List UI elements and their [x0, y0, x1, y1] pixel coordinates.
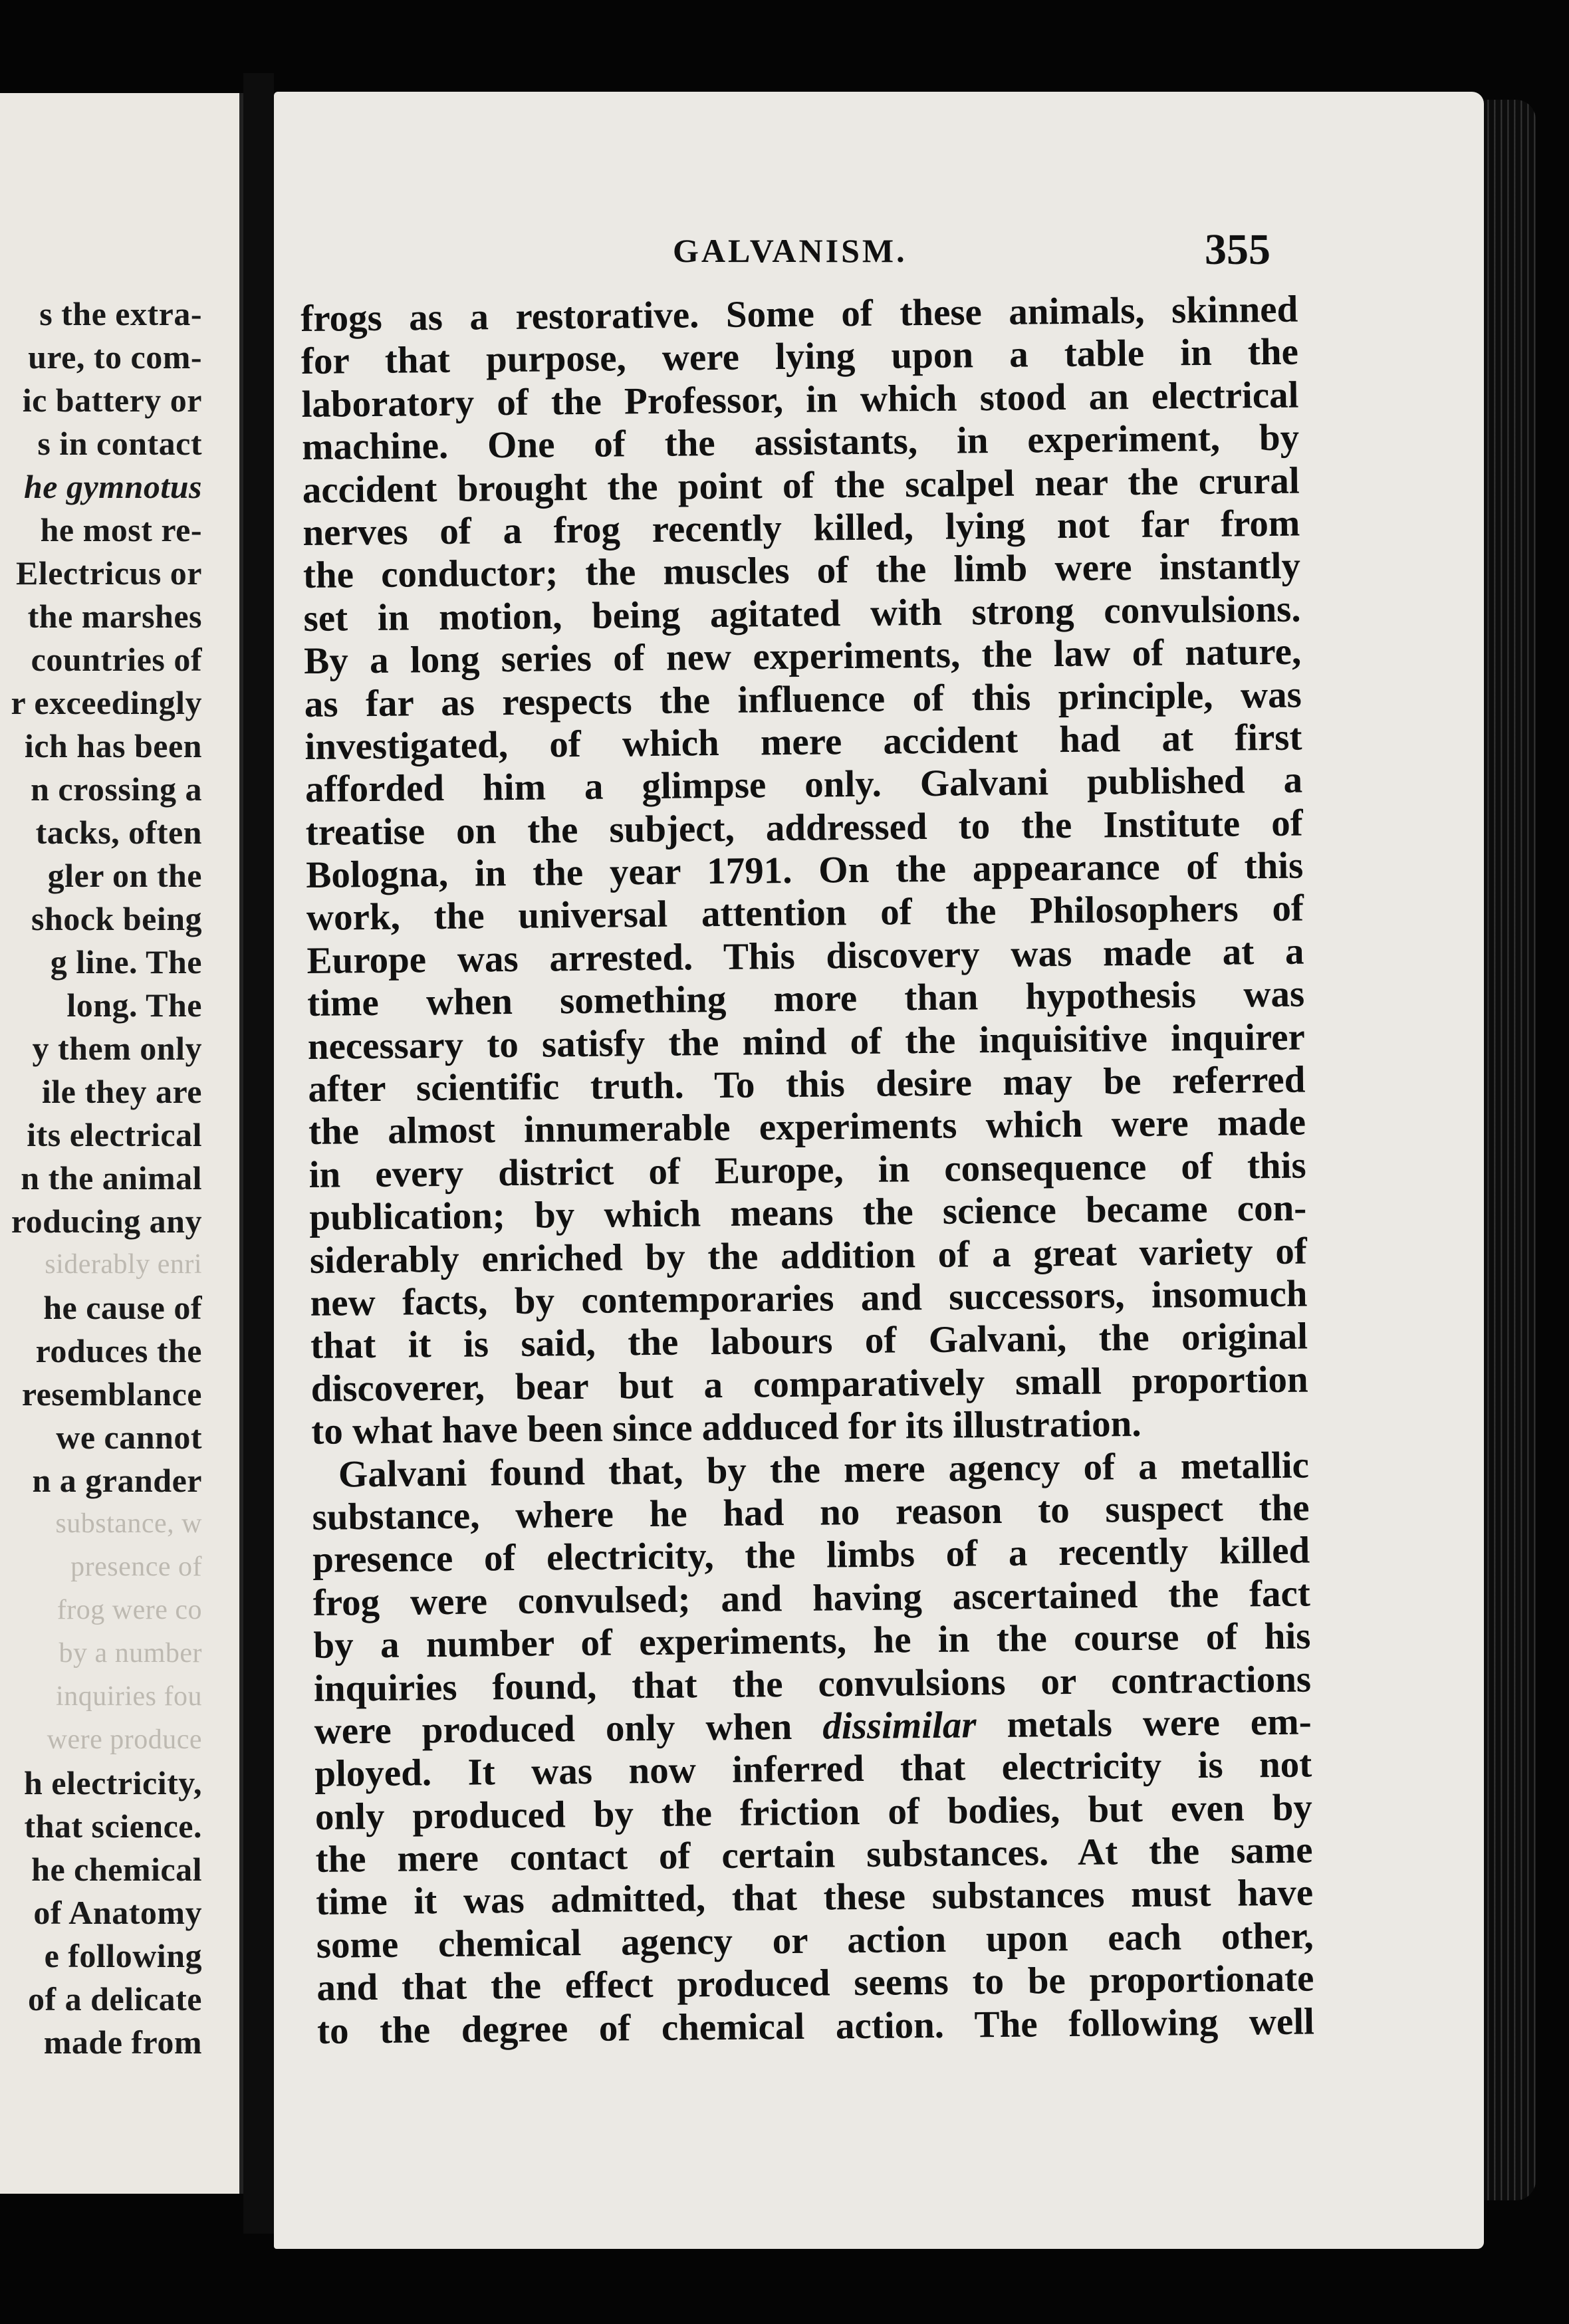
previous-page-line: ure, to com- — [28, 338, 202, 376]
text-segment: were produced only when — [314, 1705, 792, 1752]
previous-page-line: presence of — [70, 1552, 202, 1582]
previous-page-line: gler on the — [47, 857, 202, 894]
text-line: by a number of experiments, he in the course of his — [313, 1615, 1311, 1667]
previous-page-line: he chemical — [31, 1851, 202, 1888]
text-line: accident brought the point of the scalpel near the crural — [302, 459, 1300, 511]
previous-page-line: s the extra- — [39, 295, 202, 332]
text-line: Galvani found that, by the mere agency of a metallic — [338, 1444, 1310, 1496]
body-text — [301, 289, 1314, 2053]
previous-page-line: roducing any — [11, 1203, 202, 1240]
text-line: nerves of a frog recently killed, lying not far from — [302, 502, 1300, 554]
text-line: to the degree of chemical action. The following well — [316, 2000, 1315, 2052]
text-line: necessary to satisfy the mind of the inquisitive inquirer — [307, 1016, 1306, 1068]
text-segment: metals were em- — [976, 1700, 1312, 1746]
text-line: ployed. It was now inferred that electricity is not — [314, 1743, 1312, 1796]
text-line: the conductor; the muscles of the limb were instantly — [302, 544, 1301, 597]
previous-page-line: substance, w — [55, 1508, 202, 1539]
text-line: time when something more than hypothesis was — [306, 973, 1305, 1025]
text-line: the almost innumerable experiments which were made — [308, 1101, 1306, 1153]
previous-page — [0, 93, 243, 2194]
book-gutter — [243, 73, 274, 2234]
previous-page-line: y them only — [32, 1030, 202, 1067]
text-line: afforded him a glimpse only. Galvani published a — [304, 758, 1303, 811]
previous-page-line: were produce — [47, 1724, 202, 1755]
previous-page-line: by a number — [59, 1638, 202, 1669]
text-line: only produced by the friction of bodies, but even by — [314, 1786, 1313, 1838]
text-line: as far as respects the influence of this principle, was — [304, 673, 1302, 725]
text-line: Bologna, in the year 1791. On the appearance of this — [306, 844, 1304, 897]
previous-page-line: he most re- — [40, 511, 202, 548]
text-line: time it was admitted, that these substances must have — [315, 1871, 1314, 1924]
text-line: inquiries found, that the convulsions or contractions — [313, 1658, 1312, 1710]
text-line: after scientific truth. To this desire may be referred — [308, 1058, 1306, 1110]
previous-page-line: its electrical — [27, 1116, 202, 1153]
text-line: publication; by which means the science became con- — [308, 1187, 1307, 1239]
text-line: By a long series of new experiments, the law of nature, — [303, 630, 1302, 683]
text-line: some chemical agency or action upon each other, — [316, 1915, 1314, 1966]
previous-page-line: the marshes — [27, 598, 202, 635]
text-line: frog were convulsed; and having ascertained the fact — [312, 1572, 1311, 1624]
previous-page-line: of Anatomy — [33, 1894, 202, 1931]
text-line: treatise on the subject, addressed to the Institute of — [305, 802, 1303, 854]
previous-page-line: tacks, often — [35, 814, 202, 851]
previous-page-line: g line. The — [50, 943, 202, 981]
text-line: investigated, of which mere accident had at first — [304, 716, 1302, 768]
previous-page-line: made from — [43, 2024, 202, 2061]
previous-page-line: of a delicate — [28, 1980, 202, 2018]
previous-page-line: resemblance — [21, 1375, 202, 1413]
previous-page-line: s in contact — [37, 425, 202, 462]
previous-page-line: e following — [44, 1937, 202, 1974]
previous-page-line: he gymnotus — [23, 468, 202, 505]
running-head: GALVANISM. — [673, 232, 907, 269]
previous-page-line: long. The — [66, 987, 202, 1024]
previous-page-line: inquiries fou — [56, 1681, 202, 1712]
text-line: to what have been since adduced for its illustration. — [311, 1403, 1142, 1453]
previous-page-line: ic battery or — [22, 382, 202, 419]
previous-page-line: Electricus or — [15, 554, 202, 592]
text-line: machine. One of the assistants, in experiment, by — [301, 416, 1300, 469]
previous-page-line: ich has been — [24, 727, 202, 764]
previous-page-line: n a grander — [32, 1462, 202, 1499]
text-line: work, the universal attention of the Philosophers of — [306, 887, 1304, 939]
text-line: the mere contact of certain substances. At the same — [315, 1829, 1313, 1881]
previous-page-text — [0, 292, 202, 2064]
text-line: laboratory of the Professor, in which stood an electrical — [301, 374, 1299, 425]
previous-page-line: countries of — [31, 641, 202, 678]
previous-page-line: shock being — [31, 900, 202, 937]
text-line: in every district of Europe, in consequence of this — [308, 1144, 1306, 1196]
previous-page-line: n the animal — [21, 1159, 202, 1197]
text-line: Europe was arrested. This discovery was made at a — [306, 930, 1304, 982]
text-line: set in motion, being agitated with strong convulsions. — [303, 588, 1301, 639]
previous-page-line: he cause of — [43, 1289, 202, 1326]
page-header — [274, 225, 1484, 278]
previous-page-line: h electricity, — [24, 1764, 202, 1801]
text-line: and that the effect produced seems to be proportionate — [316, 1957, 1314, 2010]
current-page — [274, 92, 1484, 2249]
previous-page-line: roduces the — [35, 1332, 202, 1369]
emphasized-word: dissimilar — [822, 1704, 977, 1748]
text-line: for that purpose, were lying upon a table in the — [301, 330, 1299, 383]
text-line: siderably enriched by the addition of a great variety of — [309, 1230, 1308, 1282]
previous-page-line: r exceedingly — [11, 684, 202, 721]
text-line: that it is said, the labours of Galvani, the original — [310, 1315, 1308, 1367]
previous-page-line: that science. — [24, 1807, 202, 1845]
previous-page-line: we cannot — [56, 1419, 202, 1456]
text-line: discoverer, bear but a comparatively small proportion — [310, 1358, 1308, 1410]
text-line: presence of electricity, the limbs of a recently killed — [312, 1529, 1310, 1581]
previous-page-line: frog were co — [57, 1595, 202, 1625]
text-line: frogs as a restorative. Some of these animals, skinned — [301, 288, 1298, 340]
text-line: new facts, by contemporaries and successors, insomuch — [310, 1272, 1308, 1324]
previous-page-line: siderably enri — [45, 1249, 202, 1280]
previous-page-line: ile they are — [41, 1073, 202, 1110]
page-number: 355 — [1205, 225, 1270, 274]
text-line: substance, where he had no reason to suspect the — [312, 1486, 1310, 1538]
previous-page-line: n crossing a — [31, 770, 202, 808]
